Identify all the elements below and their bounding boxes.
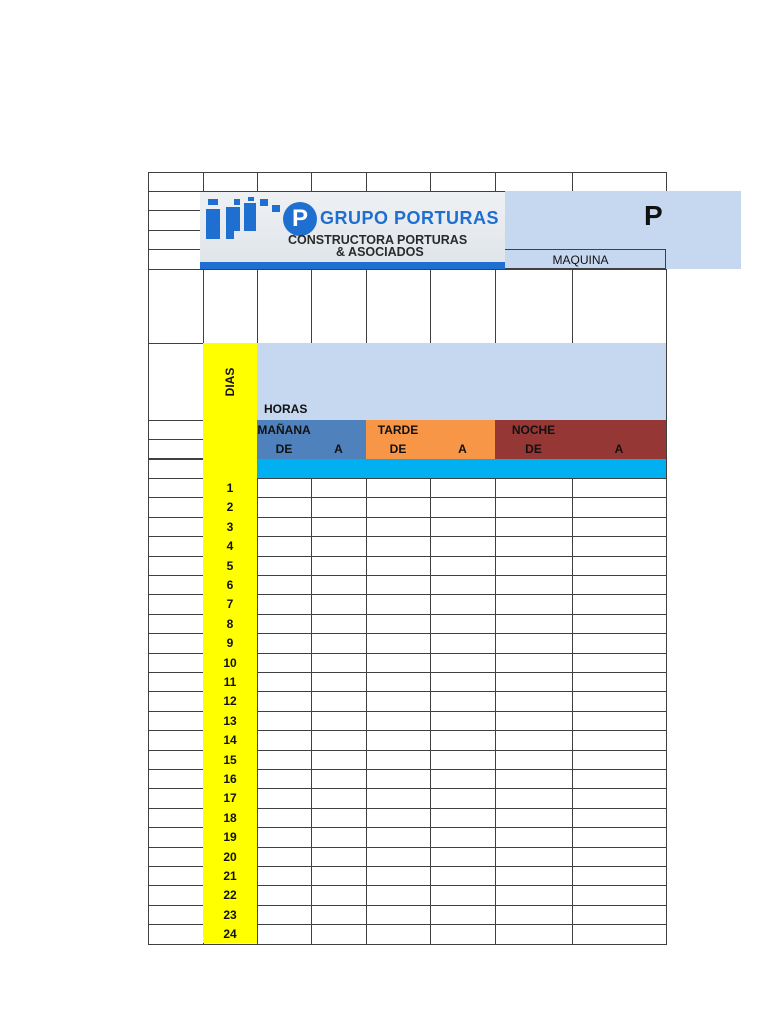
day-cell[interactable] bbox=[148, 633, 204, 654]
day-cell[interactable] bbox=[572, 614, 667, 634]
day-cell[interactable] bbox=[366, 633, 431, 654]
day-cell[interactable] bbox=[430, 497, 496, 518]
day-cell[interactable] bbox=[148, 691, 204, 712]
day-cell[interactable] bbox=[257, 575, 312, 595]
day-cell[interactable] bbox=[572, 517, 667, 537]
sheet-cell[interactable] bbox=[148, 439, 204, 459]
sheet-cell[interactable] bbox=[148, 230, 204, 250]
day-cell[interactable] bbox=[311, 536, 367, 557]
day-cell[interactable] bbox=[430, 905, 496, 925]
tarde-de-label: DE bbox=[389, 442, 407, 456]
day-number: 15 bbox=[223, 752, 237, 767]
day-cell[interactable] bbox=[430, 866, 496, 886]
day-cell[interactable] bbox=[311, 885, 367, 906]
day-cell[interactable] bbox=[430, 769, 496, 789]
day-cell[interactable] bbox=[366, 924, 431, 945]
day-cell[interactable] bbox=[572, 575, 667, 595]
day-cell[interactable] bbox=[495, 885, 573, 906]
day-cell[interactable] bbox=[495, 905, 573, 925]
day-cell[interactable] bbox=[572, 672, 667, 692]
day-number: 18 bbox=[223, 810, 237, 825]
day-cell[interactable] bbox=[311, 808, 367, 828]
day-cell[interactable] bbox=[430, 711, 496, 731]
day-number: 13 bbox=[223, 713, 237, 728]
sheet-cell[interactable] bbox=[148, 343, 204, 421]
day-cell[interactable] bbox=[572, 594, 667, 615]
day-cell[interactable] bbox=[148, 750, 204, 770]
day-number: 3 bbox=[226, 519, 234, 534]
day-cell[interactable] bbox=[311, 672, 367, 692]
day-cell[interactable] bbox=[495, 730, 573, 751]
day-cell[interactable] bbox=[366, 478, 431, 498]
day-cell[interactable] bbox=[430, 614, 496, 634]
day-cell[interactable] bbox=[366, 905, 431, 925]
day-cell[interactable] bbox=[257, 788, 312, 809]
day-cell[interactable] bbox=[366, 556, 431, 576]
day-cell[interactable] bbox=[257, 730, 312, 751]
day-cell[interactable] bbox=[257, 497, 312, 518]
day-cell[interactable] bbox=[257, 750, 312, 770]
sheet-cell[interactable] bbox=[148, 191, 204, 211]
shift-noche-label: NOCHE bbox=[511, 423, 556, 437]
day-cell[interactable] bbox=[572, 788, 667, 809]
day-cell[interactable] bbox=[430, 517, 496, 537]
day-cell[interactable] bbox=[311, 750, 367, 770]
day-cell[interactable] bbox=[430, 924, 496, 945]
sheet-cell[interactable] bbox=[366, 172, 431, 192]
day-cell[interactable] bbox=[311, 769, 367, 789]
sheet-cell[interactable] bbox=[495, 269, 573, 344]
day-cell[interactable] bbox=[311, 788, 367, 809]
noche-de-label: DE bbox=[525, 442, 542, 456]
day-cell[interactable] bbox=[148, 517, 204, 537]
day-cell[interactable] bbox=[430, 478, 496, 498]
day-cell[interactable] bbox=[311, 730, 367, 751]
tarde-a-label: A bbox=[458, 442, 467, 456]
day-cell[interactable] bbox=[311, 847, 367, 867]
day-number: 12 bbox=[223, 693, 237, 708]
day-cell[interactable] bbox=[148, 575, 204, 595]
day-cell[interactable] bbox=[366, 827, 431, 848]
day-number: 10 bbox=[223, 655, 237, 670]
day-cell[interactable] bbox=[495, 672, 573, 692]
day-cell[interactable] bbox=[495, 517, 573, 537]
day-cell[interactable] bbox=[572, 711, 667, 731]
day-number: 14 bbox=[223, 732, 237, 747]
day-cell[interactable] bbox=[495, 788, 573, 809]
day-cell[interactable] bbox=[495, 750, 573, 770]
day-number: 24 bbox=[223, 926, 237, 941]
day-cell[interactable] bbox=[430, 885, 496, 906]
company-logo bbox=[200, 192, 505, 269]
logo-underline bbox=[200, 262, 505, 269]
day-cell[interactable] bbox=[495, 536, 573, 557]
day-cell[interactable] bbox=[430, 788, 496, 809]
day-cell[interactable] bbox=[495, 497, 573, 518]
day-cell[interactable] bbox=[572, 905, 667, 925]
day-cell[interactable] bbox=[430, 556, 496, 576]
day-number: 16 bbox=[223, 771, 237, 786]
day-number: 22 bbox=[223, 887, 237, 902]
day-cell[interactable] bbox=[311, 556, 367, 576]
day-cell[interactable] bbox=[430, 536, 496, 557]
shift-manana-label: MAÑANA bbox=[257, 423, 311, 437]
sheet-cell[interactable] bbox=[148, 269, 204, 344]
day-cell[interactable] bbox=[495, 575, 573, 595]
sheet-cell[interactable] bbox=[430, 172, 496, 192]
day-cell[interactable] bbox=[366, 885, 431, 906]
day-number: 17 bbox=[223, 790, 237, 805]
day-cell[interactable] bbox=[366, 730, 431, 751]
day-number: 4 bbox=[226, 538, 234, 553]
day-cell[interactable] bbox=[430, 808, 496, 828]
day-cell[interactable] bbox=[148, 730, 204, 751]
day-cell[interactable] bbox=[572, 633, 667, 654]
logo-line1: CONSTRUCTORA PORTURAS bbox=[288, 233, 468, 247]
day-cell[interactable] bbox=[495, 653, 573, 673]
day-cell[interactable] bbox=[572, 885, 667, 906]
day-cell[interactable] bbox=[257, 556, 312, 576]
day-cell[interactable] bbox=[311, 653, 367, 673]
noche-a-label: A bbox=[614, 442, 624, 456]
day-cell[interactable] bbox=[366, 594, 431, 615]
day-number: 7 bbox=[226, 596, 234, 611]
day-number: 20 bbox=[223, 849, 237, 864]
day-cell[interactable] bbox=[572, 691, 667, 712]
day-cell[interactable] bbox=[148, 847, 204, 867]
day-cell[interactable] bbox=[572, 769, 667, 789]
day-cell[interactable] bbox=[366, 769, 431, 789]
day-cell[interactable] bbox=[366, 536, 431, 557]
day-number: 23 bbox=[223, 907, 237, 922]
day-cell[interactable] bbox=[495, 478, 573, 498]
day-cell[interactable] bbox=[148, 478, 204, 498]
day-cell[interactable] bbox=[148, 885, 204, 906]
sheet-cell[interactable] bbox=[203, 269, 258, 344]
day-number: 19 bbox=[223, 829, 237, 844]
day-cell[interactable] bbox=[148, 711, 204, 731]
sheet-cell[interactable] bbox=[148, 210, 204, 231]
day-cell[interactable] bbox=[311, 827, 367, 848]
day-cell[interactable] bbox=[257, 847, 312, 867]
sheet-cell[interactable] bbox=[572, 269, 667, 344]
shift-tarde-label: TARDE bbox=[377, 423, 419, 437]
day-cell[interactable] bbox=[148, 536, 204, 557]
manana-de-label: DE bbox=[275, 442, 293, 456]
day-cell[interactable] bbox=[495, 827, 573, 848]
day-cell[interactable] bbox=[311, 614, 367, 634]
day-number: 11 bbox=[223, 674, 237, 689]
day-cell[interactable] bbox=[257, 517, 312, 537]
day-cell[interactable] bbox=[148, 788, 204, 809]
day-cell[interactable] bbox=[257, 672, 312, 692]
day-cell[interactable] bbox=[257, 478, 312, 498]
day-cell[interactable] bbox=[572, 827, 667, 848]
dias-label: DIAS bbox=[223, 367, 237, 397]
day-cell[interactable] bbox=[430, 633, 496, 654]
day-cell[interactable] bbox=[257, 711, 312, 731]
day-cell[interactable] bbox=[366, 575, 431, 595]
day-cell[interactable] bbox=[430, 691, 496, 712]
day-cell[interactable] bbox=[148, 905, 204, 925]
day-cell[interactable] bbox=[311, 711, 367, 731]
day-number: 1 bbox=[226, 480, 234, 495]
day-cell[interactable] bbox=[495, 711, 573, 731]
day-cell[interactable] bbox=[311, 497, 367, 518]
day-cell[interactable] bbox=[495, 691, 573, 712]
logo-name: GRUPO PORTURAS bbox=[320, 208, 500, 228]
day-cell[interactable] bbox=[572, 478, 667, 498]
day-cell[interactable] bbox=[257, 536, 312, 557]
day-cell[interactable] bbox=[148, 497, 204, 518]
day-number: 9 bbox=[226, 635, 234, 650]
day-cell[interactable] bbox=[257, 614, 312, 634]
logo-line2: & ASOCIADOS bbox=[336, 245, 424, 259]
day-cell[interactable] bbox=[311, 575, 367, 595]
day-cell[interactable] bbox=[430, 730, 496, 751]
day-cell[interactable] bbox=[257, 653, 312, 673]
day-cell[interactable] bbox=[366, 788, 431, 809]
day-number: 2 bbox=[226, 499, 234, 514]
day-cell[interactable] bbox=[148, 827, 204, 848]
day-cell[interactable] bbox=[311, 866, 367, 886]
day-cell[interactable] bbox=[366, 614, 431, 634]
day-cell[interactable] bbox=[257, 594, 312, 615]
day-cell[interactable] bbox=[572, 556, 667, 576]
day-cell[interactable] bbox=[572, 536, 667, 557]
logo-badge-letter: P bbox=[291, 205, 308, 232]
horas-header-band bbox=[257, 343, 666, 420]
day-cell[interactable] bbox=[257, 633, 312, 654]
day-cell[interactable] bbox=[311, 924, 367, 945]
day-cell[interactable] bbox=[572, 653, 667, 673]
day-cell[interactable] bbox=[430, 653, 496, 673]
day-cell[interactable] bbox=[257, 924, 312, 945]
logo-pixel-icon bbox=[204, 197, 284, 242]
day-cell[interactable] bbox=[495, 556, 573, 576]
day-cell[interactable] bbox=[148, 808, 204, 828]
day-cell[interactable] bbox=[572, 750, 667, 770]
day-cell[interactable] bbox=[311, 691, 367, 712]
sheet-cell[interactable] bbox=[311, 269, 367, 344]
horas-label: HORAS bbox=[264, 402, 308, 416]
day-cell[interactable] bbox=[148, 653, 204, 673]
day-cell[interactable] bbox=[430, 750, 496, 770]
sheet-cell[interactable] bbox=[148, 172, 204, 192]
day-cell[interactable] bbox=[257, 808, 312, 828]
day-cell[interactable] bbox=[430, 575, 496, 595]
day-cell[interactable] bbox=[366, 847, 431, 867]
day-cell[interactable] bbox=[430, 594, 496, 615]
day-cell[interactable] bbox=[366, 691, 431, 712]
day-cell[interactable] bbox=[495, 614, 573, 634]
day-cell[interactable] bbox=[311, 594, 367, 615]
day-cell[interactable] bbox=[366, 672, 431, 692]
sheet-cell[interactable] bbox=[148, 459, 204, 479]
day-cell[interactable] bbox=[148, 769, 204, 789]
day-cell[interactable] bbox=[311, 517, 367, 537]
sheet-cell[interactable] bbox=[311, 172, 367, 192]
day-cell[interactable] bbox=[148, 866, 204, 886]
day-cell[interactable] bbox=[148, 924, 204, 945]
day-cell[interactable] bbox=[430, 847, 496, 867]
maquina-label: MAQUINA bbox=[552, 252, 609, 267]
day-cell[interactable] bbox=[366, 808, 431, 828]
day-cell[interactable] bbox=[430, 672, 496, 692]
sheet-cell[interactable] bbox=[257, 269, 312, 344]
day-cell[interactable] bbox=[257, 866, 312, 886]
day-number: 5 bbox=[226, 558, 234, 573]
day-cell[interactable] bbox=[430, 827, 496, 848]
sheet-cell[interactable] bbox=[366, 269, 431, 344]
day-cell[interactable] bbox=[257, 769, 312, 789]
sheet-cell[interactable] bbox=[495, 172, 573, 192]
day-cell[interactable] bbox=[572, 924, 667, 945]
day-cell[interactable] bbox=[366, 517, 431, 537]
day-cell[interactable] bbox=[311, 905, 367, 925]
day-cell[interactable] bbox=[495, 866, 573, 886]
day-cell[interactable] bbox=[572, 866, 667, 886]
sheet-cell[interactable] bbox=[257, 172, 312, 192]
day-cell[interactable] bbox=[257, 885, 312, 906]
day-cell[interactable] bbox=[311, 478, 367, 498]
day-cell[interactable] bbox=[148, 672, 204, 692]
title-fragment: P bbox=[644, 200, 663, 231]
day-cell[interactable] bbox=[366, 866, 431, 886]
day-cell[interactable] bbox=[148, 614, 204, 634]
day-cell[interactable] bbox=[366, 653, 431, 673]
day-cell[interactable] bbox=[572, 808, 667, 828]
day-cell[interactable] bbox=[257, 827, 312, 848]
day-cell[interactable] bbox=[495, 847, 573, 867]
manana-a-label: A bbox=[334, 442, 343, 456]
day-cell[interactable] bbox=[495, 808, 573, 828]
day-cell[interactable] bbox=[311, 633, 367, 654]
day-cell[interactable] bbox=[572, 497, 667, 518]
day-number: 8 bbox=[226, 616, 234, 631]
day-cell[interactable] bbox=[495, 594, 573, 615]
day-cell[interactable] bbox=[148, 594, 204, 615]
sheet-cell[interactable] bbox=[148, 420, 204, 440]
day-number: 6 bbox=[226, 577, 234, 592]
sheet-cell[interactable] bbox=[148, 249, 204, 270]
logo-badge-icon bbox=[283, 202, 317, 236]
day-cell[interactable] bbox=[148, 556, 204, 576]
day-number: 21 bbox=[223, 868, 237, 883]
day-cell[interactable] bbox=[495, 924, 573, 945]
sheet-cell[interactable] bbox=[572, 172, 667, 192]
day-cell[interactable] bbox=[572, 730, 667, 751]
day-cell[interactable] bbox=[572, 847, 667, 867]
day-cell[interactable] bbox=[495, 769, 573, 789]
day-cell[interactable] bbox=[257, 905, 312, 925]
cyan-band bbox=[257, 459, 666, 478]
day-cell[interactable] bbox=[257, 691, 312, 712]
day-cell[interactable] bbox=[366, 497, 431, 518]
sheet-cell[interactable] bbox=[430, 269, 496, 344]
day-cell[interactable] bbox=[366, 750, 431, 770]
day-cell[interactable] bbox=[366, 711, 431, 731]
sheet-cell[interactable] bbox=[203, 172, 258, 192]
day-cell[interactable] bbox=[495, 633, 573, 654]
